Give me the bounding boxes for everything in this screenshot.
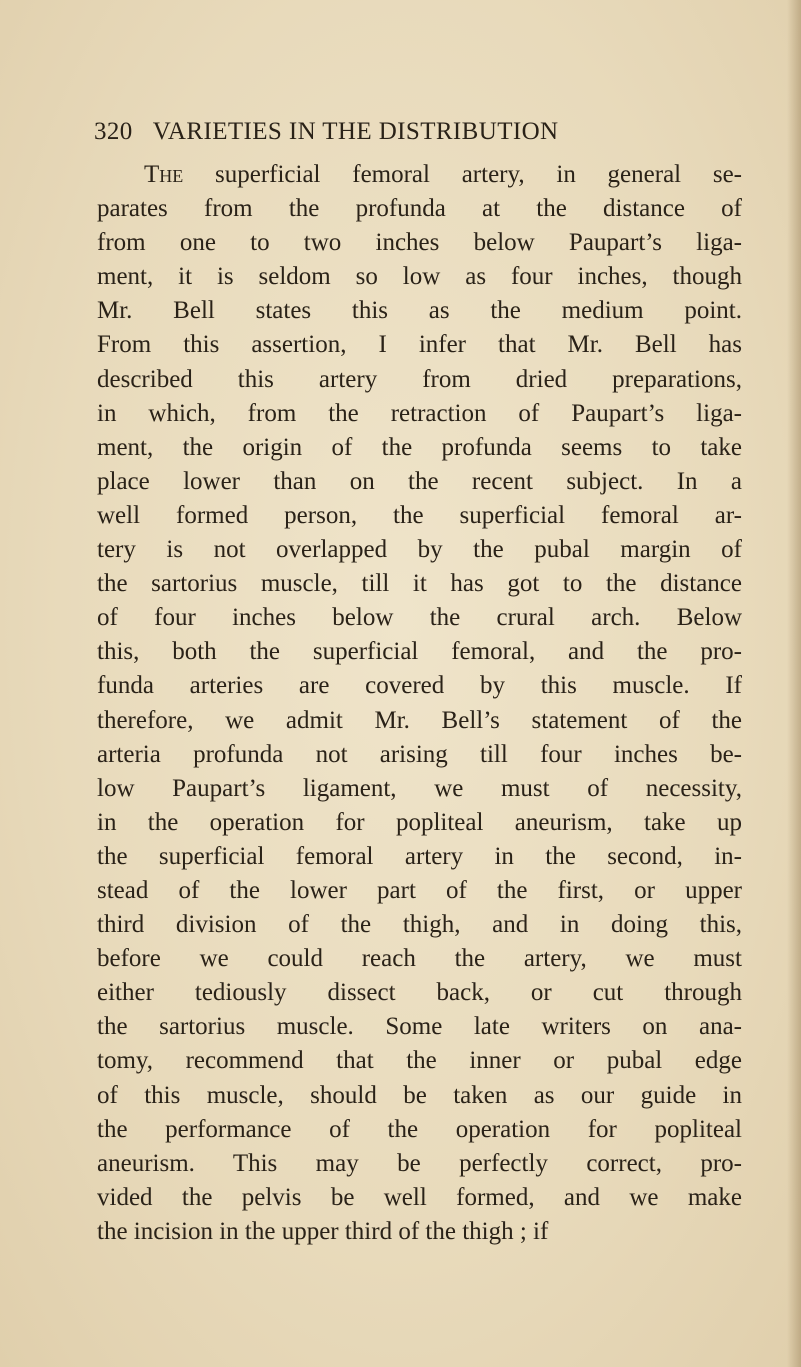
text-line: tomy, recommend that the inner or pubal edge [97,1047,742,1075]
text-line: before we could reach the artery, we must [97,945,742,973]
text-line: Mr. Bell states this as the medium point. [97,297,742,325]
text-line: the performance of the operation for popliteal [97,1115,742,1143]
text-line: of this muscle, should be taken as our guide in [97,1081,742,1109]
text-line: tery is not overlapped by the pubal margin of [97,536,742,564]
text-line: from one to two inches below Paupart’s liga- [97,229,742,257]
text-line: From this assertion, I infer that Mr. Bell has [97,331,742,359]
page-edge-shadow [787,0,801,1367]
running-header [94,118,744,146]
text-line: low Paupart’s ligament, we must of necessity, [97,774,742,802]
text-line: parates from the profunda at the distance of [97,195,742,223]
running-title: VARIETIES IN THE DISTRIBUTION [152,118,559,145]
text-line: well formed person, the superficial femoral ar- [97,501,742,529]
text-line: ment, it is seldom so low as four inches, though [97,263,742,291]
text-line: in the operation for popliteal aneurism, take up [97,808,742,836]
text-line: stead of the lower part of the first, or upper [97,876,742,904]
text-line: the sartorius muscle, till it has got to the distance [97,570,742,598]
text-line: third division of the thigh, and in doing this, [97,911,742,939]
text-line: of four inches below the crural arch. Below [97,604,742,632]
text-line: therefore, we admit Mr. Bell’s statement of the [97,706,742,734]
text-line: place lower than on the recent subject. In a [97,467,742,495]
body-text [97,158,742,1249]
text-line: The superficial femoral artery, in general se- [144,161,742,188]
text-line: the superficial femoral artery in the second, in- [97,842,742,870]
text-line: vided the pelvis be well formed, and we make [97,1183,742,1211]
text-line: arteria profunda not arising till four inches be- [97,740,742,768]
page-number: 320 [94,118,133,145]
text-line: in which, from the retraction of Paupart’s liga- [97,399,742,427]
text-line: this, both the superficial femoral, and the pro- [97,638,742,666]
text-line: described this artery from dried preparations, [97,365,742,393]
text-line: the sartorius muscle. Some late writers on ana- [97,1013,742,1041]
text-line: funda arteries are covered by this muscle. If [97,672,742,700]
text-line: either tediously dissect back, or cut through [97,979,742,1007]
text-line: the incision in the upper third of the thigh ; if [97,1217,549,1245]
text-line: aneurism. This may be perfectly correct, pro- [97,1149,742,1177]
text-line: ment, the origin of the profunda seems to take [97,433,742,461]
